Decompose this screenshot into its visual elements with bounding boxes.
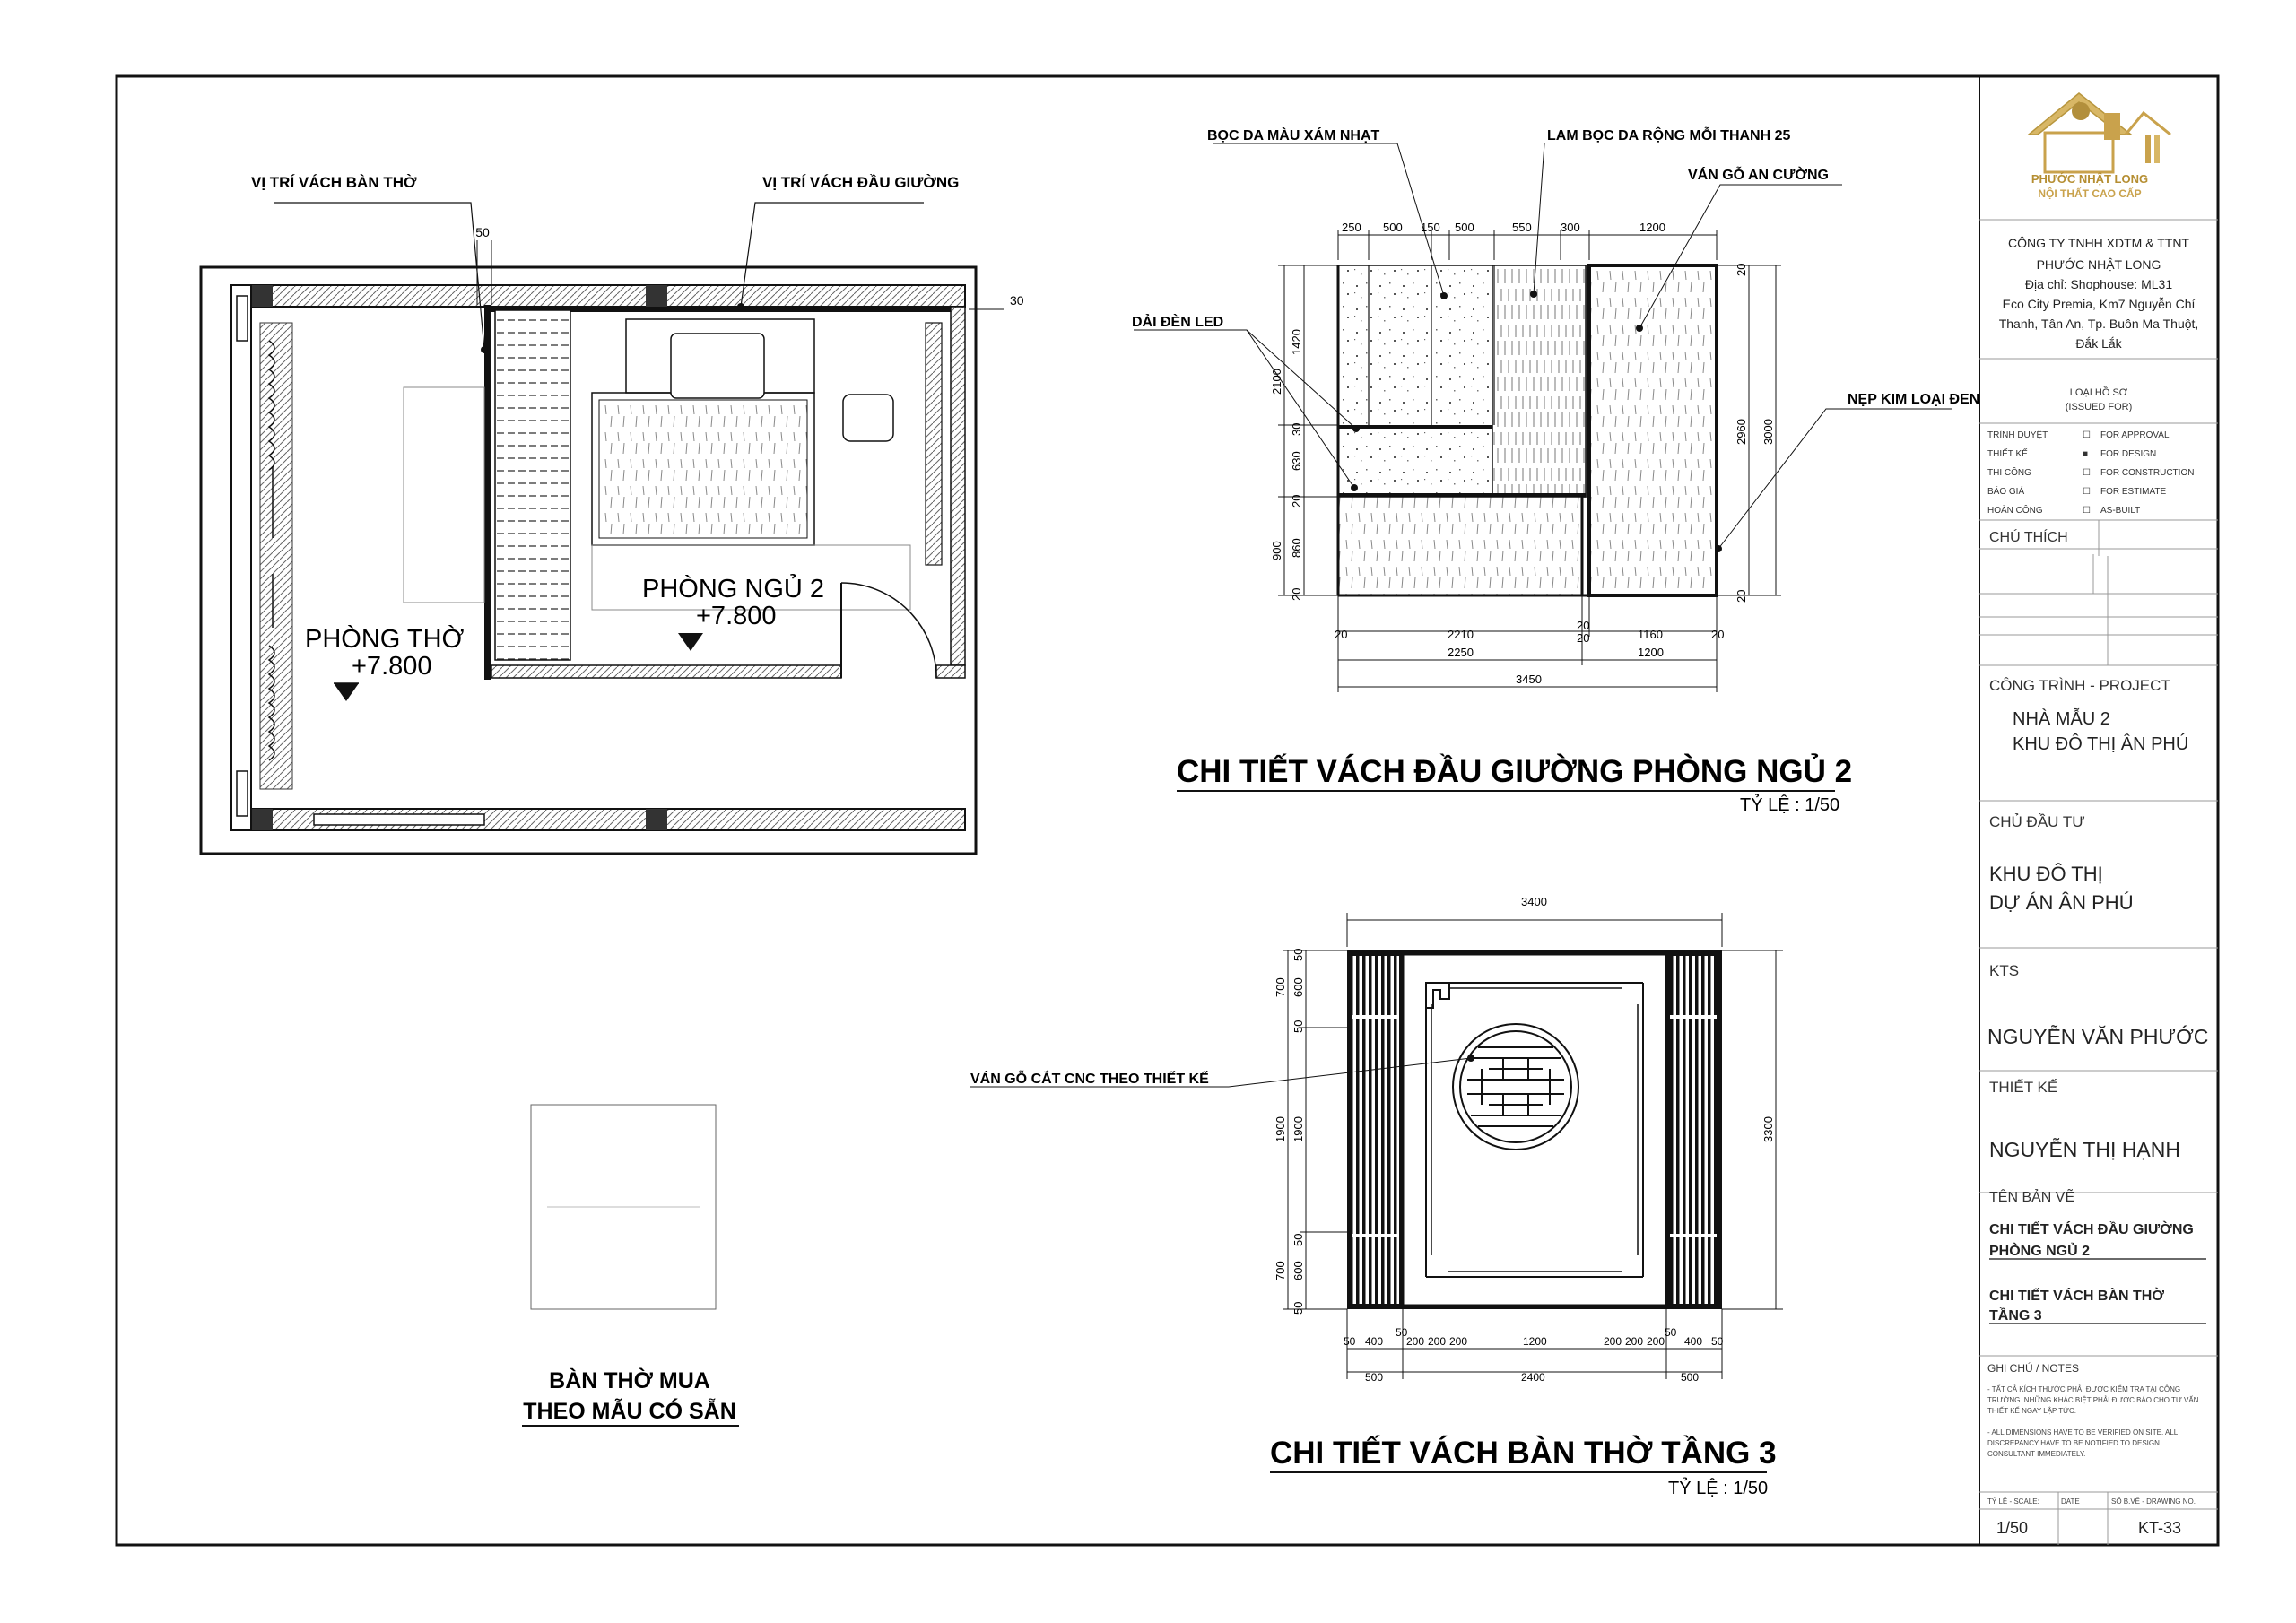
elev2-bottom-dim: 400: [1684, 1335, 1703, 1348]
elev2-bottom-dim: 200: [1604, 1335, 1622, 1348]
elev2-bottom-dim: 50: [1344, 1335, 1356, 1348]
issued-row-en: FOR DESIGN: [2100, 449, 2157, 459]
general-note-line: TRƯỜNG. NHỮNG KHÁC BIỆT PHẢI ĐƯỢC BÁO CHO TƯ VẤN: [1987, 1396, 2199, 1404]
company-line: Địa chỉ: Shophouse: ML31: [2024, 277, 2173, 291]
elev2-bottom-dim: 500: [1681, 1371, 1700, 1384]
designer-name: NGUYỄN THỊ HẠNH: [1989, 1138, 2180, 1161]
issued-row-box: ☐: [2083, 430, 2091, 440]
elev2-left-dim: 50: [1292, 1020, 1305, 1033]
issued-row-en: AS-BUILT: [2100, 506, 2141, 516]
elev1-bottom-total: 3450: [1516, 673, 1542, 686]
project-line2: KHU ĐÔ THỊ ÂN PHÚ: [2013, 734, 2189, 754]
callout-trim: NẸP KIM LOẠI ĐEN: [1848, 392, 1980, 407]
drawing-name-label: TÊN BẢN VẼ: [1989, 1190, 2075, 1205]
company-line: Đắk Lắk: [2075, 336, 2122, 351]
callout-leather: BỌC DA MÀU XÁM NHẠT: [1207, 128, 1380, 143]
elev2-bottom-dim: 1200: [1523, 1335, 1547, 1348]
altar-note-line1: BÀN THỜ MUA: [549, 1368, 710, 1393]
elev1-bottom-dim: 1160: [1638, 628, 1663, 641]
elev1-bottom-dims: [1335, 619, 1724, 686]
elev2-left-dim: 600: [1292, 1261, 1305, 1280]
elev1-left-dim: 860: [1290, 538, 1303, 558]
drawing-name-2b: TẦNG 3: [1989, 1308, 2042, 1324]
company-line: PHƯỚC NHẬT LONG: [2036, 257, 2161, 272]
elev2-bottom-dim: 500: [1365, 1371, 1384, 1384]
callout-slats: LAM BỌC DA RỘNG MỖI THANH 25: [1547, 128, 1791, 143]
general-notes: [1987, 1384, 2199, 1458]
scale-label: TỶ LỆ - SCALE:: [1987, 1497, 2039, 1506]
elev1-left-dim: 20: [1290, 587, 1303, 601]
company-line: CÔNG TY TNHH XDTM & TTNT: [2008, 236, 2189, 250]
plan-dim-50: 50: [475, 225, 490, 239]
elev2-bottom-dim: 200: [1625, 1335, 1644, 1348]
elev2-bottom-dim: 200: [1428, 1335, 1447, 1348]
issued-row-vn: HOÀN CÔNG: [1987, 506, 2043, 516]
issued-label: LOẠI HỒ SƠ: [2069, 387, 2128, 398]
notes-label: CHÚ THÍCH: [1989, 530, 2068, 545]
company-logo: [2029, 93, 2170, 172]
general-notes-label: GHI CHÚ / NOTES: [1987, 1362, 2080, 1375]
designer-label: THIẾT KẾ: [1989, 1079, 2058, 1096]
issued-rows: [1987, 429, 2194, 516]
elev1-top-dim: 500: [1455, 221, 1474, 234]
elev1-left-dims: [1270, 329, 1303, 601]
callout-led: DẢI ĐÈN LED: [1132, 315, 1224, 330]
elev2-left-dim: 1900: [1292, 1116, 1305, 1142]
elev1-right-dim: 2960: [1735, 419, 1748, 445]
scale-value: 1/50: [1996, 1519, 2029, 1537]
elev2-right-total: 3300: [1761, 1116, 1775, 1142]
elev1-title: CHI TIẾT VÁCH ĐẦU GIƯỜNG PHÒNG NGỦ 2: [1177, 754, 1853, 789]
drawing-name-1b: PHÒNG NGỦ 2: [1989, 1244, 2091, 1259]
architect-label: KTS: [1989, 962, 2020, 979]
altar-elevation: [531, 913, 1783, 1379]
elev1-right-dim: 20: [1735, 589, 1748, 603]
issued-row-box: ☐: [2083, 468, 2091, 478]
elev2-left-dim: 700: [1274, 977, 1287, 997]
elev1-top-dim: 550: [1512, 221, 1532, 234]
floor-plan: [201, 203, 1004, 854]
issued-row-box: ☐: [2083, 487, 2091, 497]
elev1-top-dim: 150: [1421, 221, 1440, 234]
room-altar-name: PHÒNG THỜ: [305, 625, 465, 654]
logo-text: PHƯỚC NHẬT LONG: [2031, 172, 2149, 186]
issued-row-vn: BÁO GIÁ: [1987, 487, 2025, 497]
elev2-left-dim: 700: [1274, 1261, 1287, 1280]
company-line: Eco City Premia, Km7 Nguyễn Chí: [2002, 297, 2196, 311]
label-altar-wall: VỊ TRÍ VÁCH BÀN THỜ: [251, 174, 417, 191]
architect-name: NGUYỄN VĂN PHƯỚC: [1987, 1025, 2209, 1048]
elev2-bottom-dim: 200: [1449, 1335, 1468, 1348]
elev2-title: CHI TIẾT VÁCH BÀN THỜ TẦNG 3: [1270, 1436, 1777, 1471]
elev1-top-dim: 250: [1342, 221, 1361, 234]
elev1-bottom-dim: 20: [1577, 631, 1590, 645]
drawing-number: KT-33: [2138, 1519, 2182, 1537]
drawing-name-1a: CHI TIẾT VÁCH ĐẦU GIƯỜNG: [1989, 1222, 2194, 1237]
elev1-top-dims: [1342, 221, 1665, 234]
issued-row-en: FOR ESTIMATE: [2100, 487, 2167, 497]
elev2-left-dim: 1900: [1274, 1116, 1287, 1142]
elev1-bottom-dim: 1200: [1638, 646, 1664, 659]
room-bed2-name: PHÒNG NGỦ 2: [642, 575, 825, 603]
logo-subtitle: NỘI THẤT CAO CẤP: [2038, 187, 2142, 200]
elev2-bottom-dim: 200: [1647, 1335, 1665, 1348]
plan-dim-30: 30: [1010, 293, 1024, 308]
elev2-scale: TỶ LỆ : 1/50: [1668, 1479, 1769, 1498]
elev2-left-dim: 50: [1292, 1233, 1305, 1246]
elev1-top-dim: 500: [1383, 221, 1403, 234]
elev1-left-dim: 20: [1290, 494, 1303, 508]
elev1-bottom-dim: 20: [1577, 619, 1590, 632]
elev2-bottom-dim: 400: [1365, 1335, 1384, 1348]
label-bed-wall: VỊ TRÍ VÁCH ĐẦU GIƯỜNG: [762, 174, 960, 191]
elev1-scale: TỶ LỆ : 1/50: [1740, 795, 1840, 815]
elev1-bottom-dim: 2250: [1448, 646, 1474, 659]
project-line1: NHÀ MẪU 2: [2013, 709, 2110, 729]
elev2-left-dim: 50: [1292, 1301, 1305, 1315]
company-info: [1999, 236, 2199, 351]
elev2-top-total: 3400: [1521, 895, 1547, 908]
owner-line2: DỰ ÁN ÂN PHÚ: [1989, 891, 2134, 914]
elev1-left-dim: 630: [1290, 451, 1303, 471]
general-note-line: CONSULTANT IMMEDIATELY.: [1987, 1450, 2086, 1458]
elev1-right-dim: 3000: [1761, 419, 1775, 445]
general-note-line: DISCREPANCY HAVE TO BE NOTIFIED TO DESIGN: [1987, 1439, 2160, 1447]
issued-row-vn: THIẾT KẾ: [1987, 449, 2028, 459]
project-label: CÔNG TRÌNH - PROJECT: [1989, 677, 2170, 694]
elev1-top-dim: 1200: [1639, 221, 1665, 234]
owner-label: CHỦ ĐẦU TƯ: [1989, 813, 2085, 830]
issued-row-en: FOR APPROVAL: [2100, 430, 2170, 440]
callout-cnc: VÁN GỖ CẮT CNC THEO THIẾT KẾ: [970, 1072, 1209, 1087]
elev1-bottom-dim: 20: [1711, 628, 1725, 641]
elev1-left-dim: 1420: [1290, 329, 1303, 355]
bedhead-elevation: [1134, 143, 1952, 692]
company-line: Thanh, Tân An, Tp. Buôn Ma Thuột,: [1998, 317, 2199, 331]
elev2-bottom-dim: 50: [1396, 1326, 1408, 1339]
elev1-right-dims: [1735, 264, 1775, 603]
issued-row-box: ■: [2083, 449, 2089, 459]
altar-note-line2: THEO MẪU CÓ SẴN: [523, 1399, 736, 1424]
issued-label-en: (ISSUED FOR): [2065, 402, 2133, 412]
elev2-left-dim: 50: [1292, 948, 1305, 961]
elev1-left-dim: 30: [1290, 422, 1303, 436]
owner-line1: KHU ĐÔ THỊ: [1989, 863, 2103, 885]
elev2-bottom-dim: 50: [1665, 1326, 1677, 1339]
elev1-left-dim: 900: [1270, 541, 1283, 560]
general-note-line: - ALL DIMENSIONS HAVE TO BE VERIFIED ON SITE. ALL: [1987, 1428, 2179, 1436]
issued-row-vn: TRÌNH DUYỆT: [1987, 430, 2048, 440]
elev2-bottom-dim: 2400: [1521, 1371, 1545, 1384]
general-note-line: THIẾT KẾ NGAY LẬP TỨC.: [1987, 1407, 2077, 1415]
elev2-bottom-dim: 200: [1406, 1335, 1425, 1348]
elev1-top-dim: 300: [1561, 221, 1580, 234]
elev1-bottom-dim: 2210: [1448, 628, 1474, 641]
drawing-name-2a: CHI TIẾT VÁCH BÀN THỜ: [1989, 1289, 2164, 1304]
issued-row-vn: THI CÔNG: [1987, 468, 2031, 478]
elev1-bottom-dim: 20: [1335, 628, 1348, 641]
elev1-left-dim: 2100: [1270, 369, 1283, 395]
drawing-no-label: SỐ B.VẼ - DRAWING NO.: [2111, 1497, 2196, 1506]
issued-row-box: ☐: [2083, 506, 2091, 516]
elev2-left-dim: 600: [1292, 977, 1305, 997]
room-altar-level: +7.800: [352, 652, 432, 681]
general-note-line: - TẤT CẢ KÍCH THƯỚC PHẢI ĐƯỢC KIỂM TRA TẠI CÔNG: [1987, 1385, 2181, 1393]
callout-wood: VÁN GỖ AN CƯỜNG: [1688, 168, 1829, 183]
elev2-bottom-dim: 50: [1711, 1335, 1724, 1348]
date-label: DATE: [2061, 1497, 2080, 1506]
issued-row-en: FOR CONSTRUCTION: [2100, 468, 2195, 478]
elev1-right-dim: 20: [1735, 263, 1748, 276]
room-bed2-level: +7.800: [696, 602, 777, 630]
